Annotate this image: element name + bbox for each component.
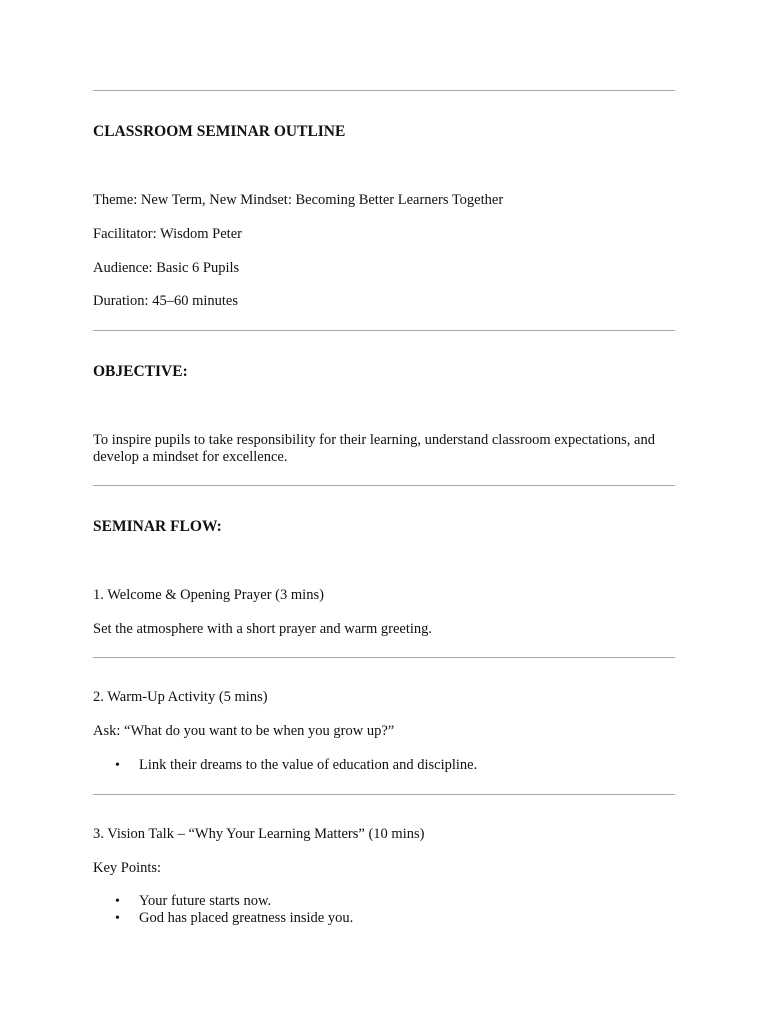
section-3-title: 3. Vision Talk – “Why Your Learning Matters” (10 mins) — [93, 826, 425, 842]
section-2-text: Ask: “What do you want to be when you grow up?” — [93, 723, 395, 739]
section-3-text: Key Points: — [93, 860, 162, 876]
horizontal-rule — [93, 90, 675, 91]
theme-line: Theme: New Term, New Mindset: Becoming Better Learners Together — [93, 192, 504, 208]
objective-heading: OBJECTIVE: — [93, 363, 188, 380]
horizontal-rule — [93, 794, 675, 795]
horizontal-rule — [93, 657, 675, 658]
objective-text: To inspire pupils to take responsibility for their learning, understand classroom expectations, and develop a mindset for excellence. — [93, 432, 655, 465]
facilitator-line: Facilitator: Wisdom Peter — [93, 226, 242, 242]
audience-line: Audience: Basic 6 Pupils — [93, 260, 240, 276]
seminar-flow-heading: SEMINAR FLOW: — [93, 518, 222, 535]
section-3-bullet-2: God has placed greatness inside you. — [139, 910, 354, 926]
bullet-marker: • — [115, 758, 120, 773]
bullet-marker: • — [115, 911, 120, 926]
section-1-title: 1. Welcome & Opening Prayer (3 mins) — [93, 587, 324, 603]
section-1-text: Set the atmosphere with a short prayer and warm greeting. — [93, 621, 433, 637]
horizontal-rule — [93, 330, 675, 331]
section-2-bullet-1: Link their dreams to the value of education and discipline. — [139, 757, 478, 773]
section-3-bullet-1: Your future starts now. — [139, 893, 272, 909]
bullet-marker: • — [115, 894, 120, 909]
section-2-title: 2. Warm-Up Activity (5 mins) — [93, 689, 268, 705]
duration-line: Duration: 45–60 minutes — [93, 293, 238, 309]
horizontal-rule — [93, 485, 675, 486]
document-title: CLASSROOM SEMINAR OUTLINE — [93, 123, 346, 140]
